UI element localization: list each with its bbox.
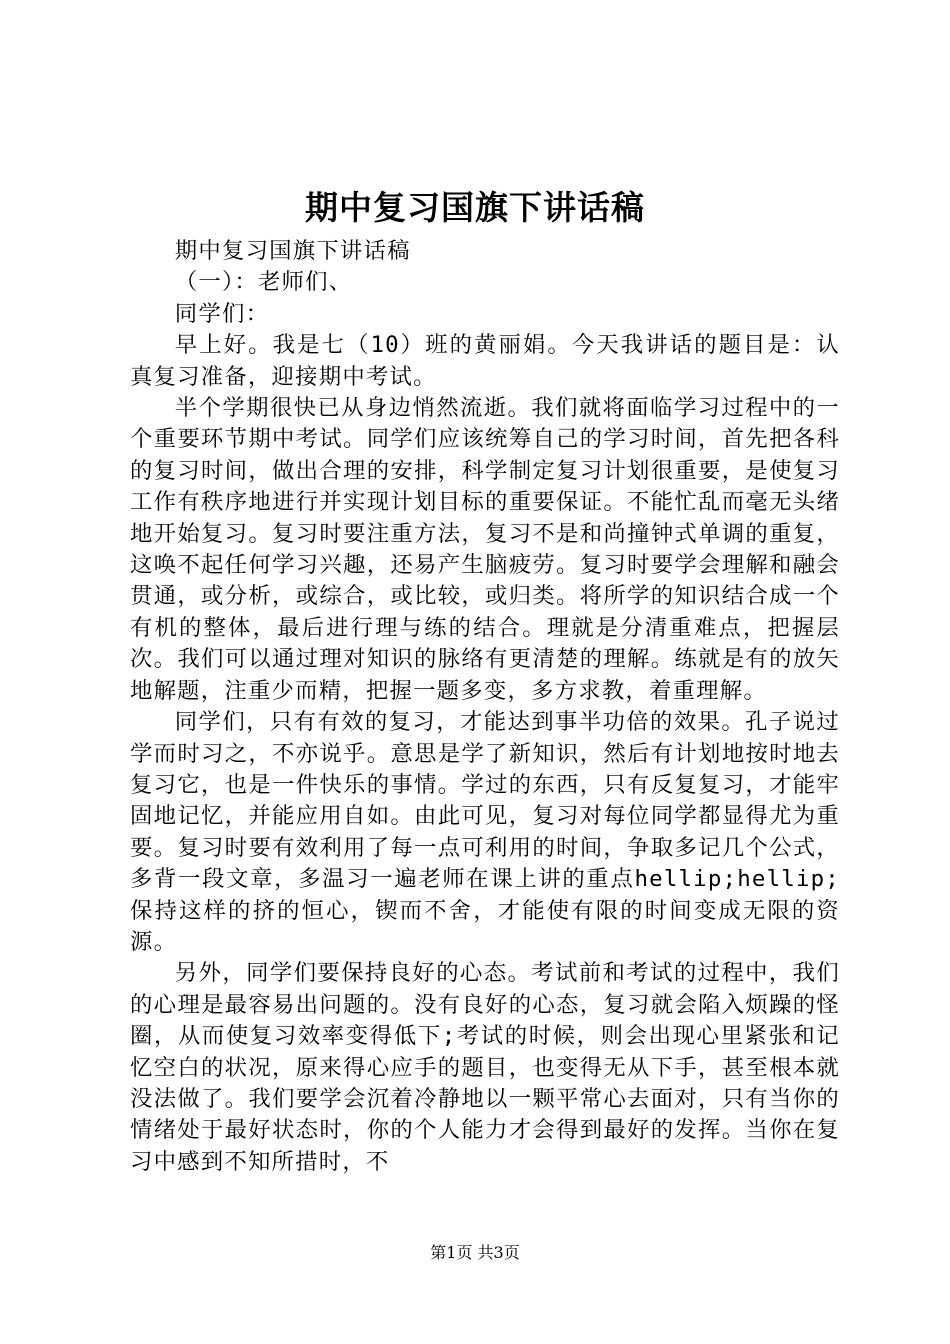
document-body <box>130 236 840 1178</box>
paragraph-section-label: （一）：老师们、 <box>174 269 353 296</box>
paragraph-review-plan: 半个学期很快已从身边悄然流逝。我们就将面临学习过程中的一个重要环节期中考试。同学们应该统筹自己的学习时间，首先把各科的复习时间，做出合理的安排，科学制定复习计划很重要，是使复习工作有秩序地进行并实现计划目标的重要保证。不能忙乱而毫无头绪地开始复习。复习时要注重方法，复习不是和尚撞钟式单调的重复，这唤不起任何学习兴趣，还易产生脑疲劳。复习时要学会理解和融会贯通，或分析，或综合，或比较，或归类。将所学的知识结合成一个有机的整体，最后进行理与练的结合。理就是分清重难点，把握层次。我们可以通过理对知识的脉络有更清楚的理解。练就是有的放矢地解题，注重少而精，把握一题多变，多方求教，着重理解。 <box>130 395 840 704</box>
paragraph-salutation: 同学们： <box>174 300 270 327</box>
document-title: 期中复习国旗下讲话稿 <box>305 188 645 227</box>
paragraph-good-mindset: 另外，同学们要保持良好的心态。考试前和考试的过程中，我们的心理是最容易出问题的。没有良好的心态，复习就会陷入烦躁的怪圈，从而使复习效率变得低下;考试的时候，则会出现心里紧张和记忆空白的状况，原来得心应手的题目，也变得无从下手，甚至根本就没法做了。我们要学会沉着冷静地以一颗平常心去面对，只有当你的情绪处于最好状态时，你的个人能力才会得到最好的发挥。当你在复习中感到不知所措时，不 <box>130 960 840 1175</box>
paragraph-greeting: 早上好。我是七（10）班的黄丽娟。今天我讲话的题目是：认真复习准备，迎接期中考试。 <box>130 332 840 390</box>
page-number-footer: 第1页 共3页 <box>430 1243 520 1262</box>
paragraph-subtitle: 期中复习国旗下讲话稿 <box>174 238 411 264</box>
paragraph-effective-review: 同学们，只有有效的复习，才能达到事半功倍的效果。孔子说过学而时习之，不亦说乎。意思是学了新知识，然后有计划地按时地去复习它，也是一件快乐的事情。学过的东西，只有反复复习，才能牢固地记忆，并能应用自如。由此可见，复习对每位同学都显得尤为重要。复习时要有效利用了每一点可利用的时间，争取多记几个公式，多背一段文章，多温习一遍老师在课上讲的重点hellip;hellip;保持这样的挤的恒心，锲而不舍，才能使有限的时间变成无限的资源。 <box>130 709 840 955</box>
